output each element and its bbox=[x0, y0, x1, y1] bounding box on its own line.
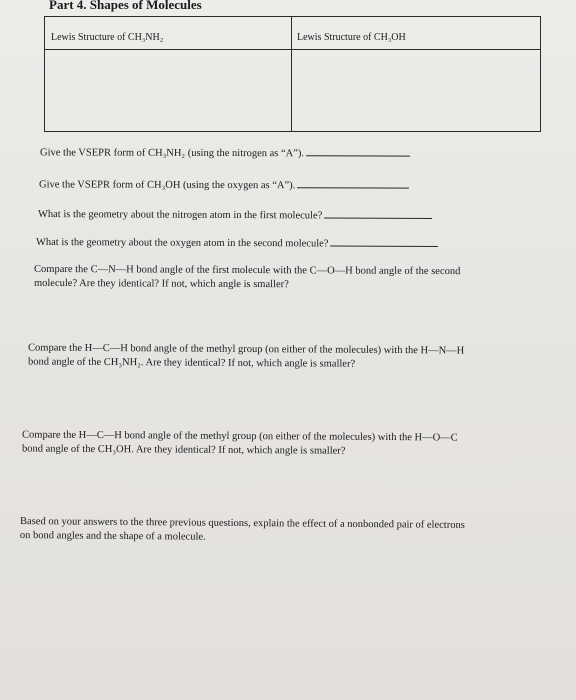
question-geometry-oxygen bbox=[36, 235, 439, 252]
question-compare-cnh-coh bbox=[34, 263, 460, 294]
question-text: Give the VSEPR form of CH₃OH (using the oxygen as “A”). bbox=[38, 179, 296, 192]
table-header-ch3nh2: Lewis Structure of CH₃NH₂ bbox=[51, 32, 164, 43]
question-compare-hch-hoc bbox=[22, 428, 458, 459]
answer-area-q7[interactable] bbox=[22, 462, 550, 512]
answer-area-q5[interactable] bbox=[34, 294, 544, 334]
question-vsepr-ch3oh bbox=[39, 177, 409, 193]
question-line-2: bond angle of the CH₃OH. Are they identical? If not, which angle is smaller? bbox=[21, 443, 346, 457]
answer-blank[interactable] bbox=[297, 178, 409, 188]
question-text: What is the geometry about the oxygen atom in the second molecule? bbox=[35, 236, 329, 250]
lewis-structure-table bbox=[44, 16, 541, 132]
question-vsepr-ch3nh2 bbox=[40, 145, 410, 161]
answer-cell-ch3oh[interactable] bbox=[292, 50, 540, 131]
question-text: What is the geometry about the nitrogen atom in the first molecule? bbox=[37, 208, 323, 222]
table-header-ch3oh: Lewis Structure of CH₃OH bbox=[297, 32, 406, 43]
question-compare-hch-hnh bbox=[28, 341, 464, 372]
question-line-1: Compare the C—N—H bond angle of the first molecule with the C—O—H bond angle of the second bbox=[34, 263, 461, 278]
question-line-2: bond angle of the CH₃NH₂. Are they identical? If not, which angle is smaller? bbox=[27, 356, 356, 370]
page-title: Part 4. Shapes of Molecules bbox=[49, 0, 202, 12]
answer-blank[interactable] bbox=[324, 208, 432, 219]
answer-area-q8[interactable] bbox=[20, 550, 556, 690]
question-line-1: Compare the H—C—H bond angle of the methyl group (on either of the molecules) with the H—N—H bbox=[28, 342, 465, 357]
question-geometry-nitrogen bbox=[38, 207, 432, 224]
answer-area-q6[interactable] bbox=[28, 374, 544, 424]
question-text: Give the VSEPR form of CH₃NH₂ (using the nitrogen as “A”). bbox=[39, 147, 305, 160]
question-line-2: on bond angles and the shape of a molecule. bbox=[19, 530, 206, 543]
question-line-1: Compare the H—C—H bond angle of the methyl group (on either of the molecules) with the H—O—C bbox=[22, 429, 458, 444]
question-line-1: Based on your answers to the three previous questions, explain the effect of a nonbonded pair of electrons bbox=[20, 516, 465, 531]
question-line-2: molecule? Are they identical? If not, which angle is smaller? bbox=[33, 278, 289, 291]
answer-blank[interactable] bbox=[306, 146, 410, 156]
question-nonbonded-pair-effect bbox=[20, 515, 465, 547]
answer-cell-ch3nh2[interactable] bbox=[45, 50, 291, 131]
answer-blank[interactable] bbox=[330, 236, 438, 247]
